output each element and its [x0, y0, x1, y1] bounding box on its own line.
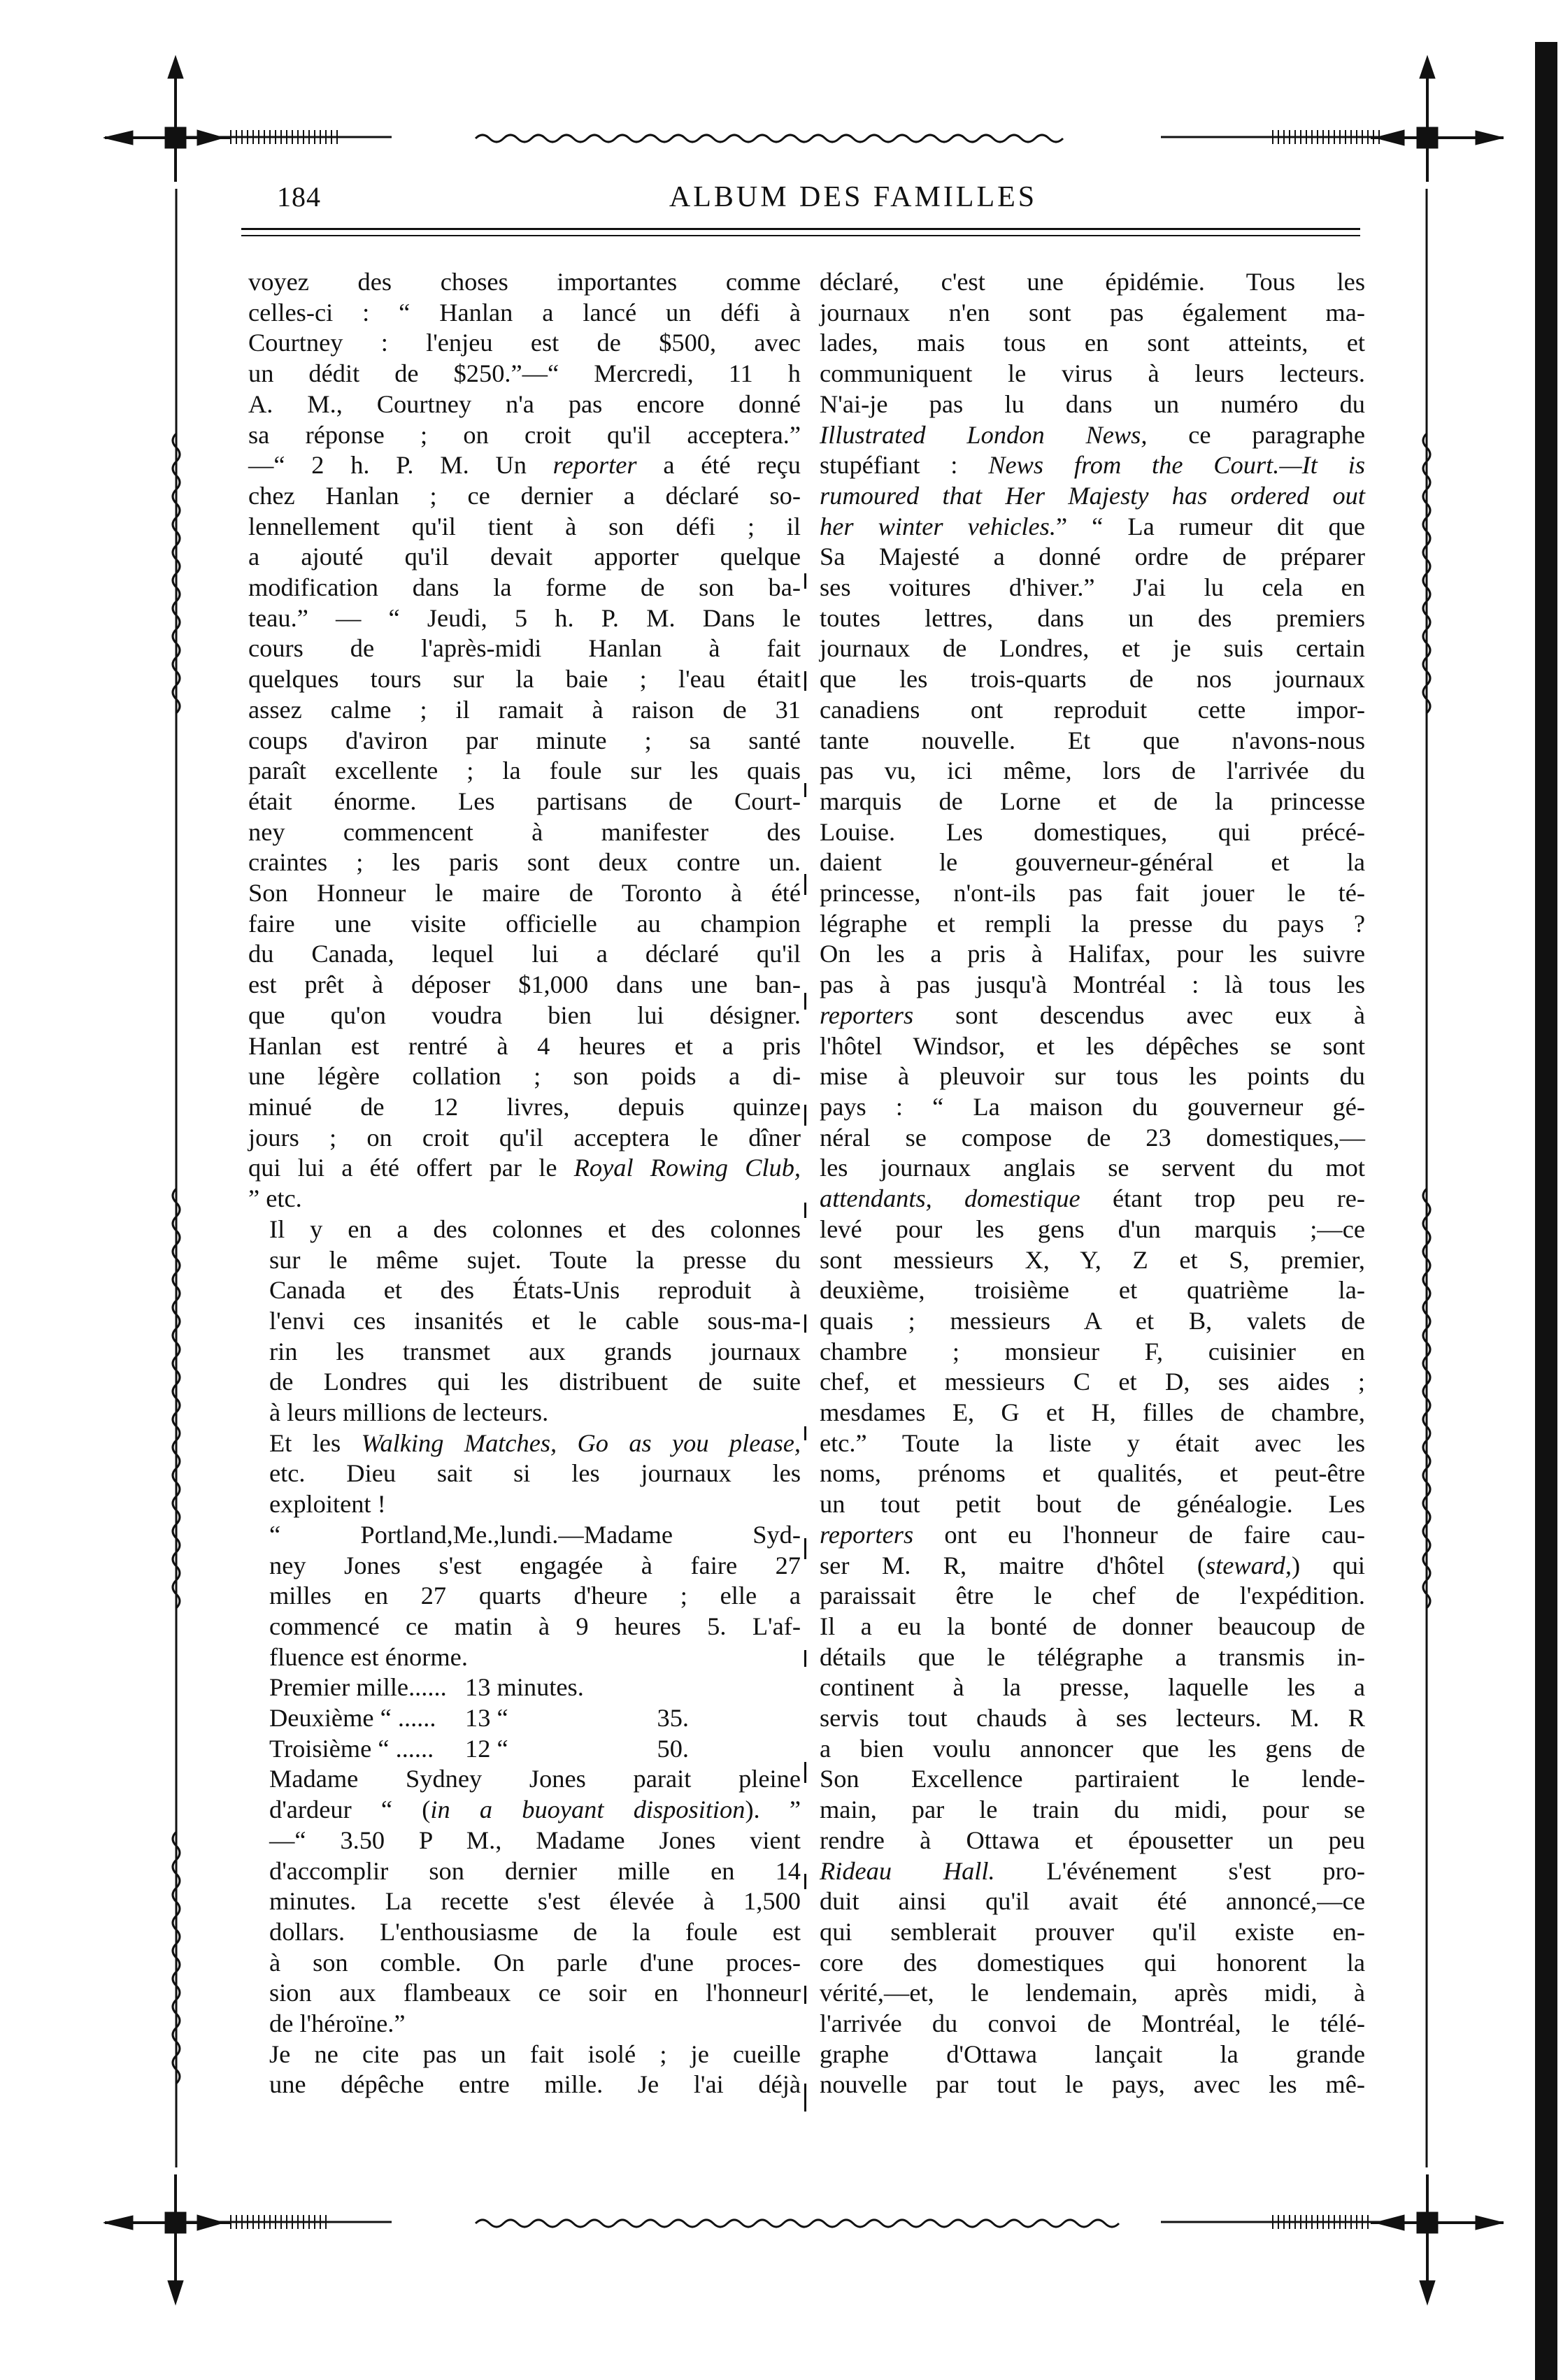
header-rule-thin [241, 235, 1360, 236]
table-row: Deuxième “ ...... 13 “ 35. [269, 1704, 689, 1733]
miles-table [269, 1672, 689, 1764]
paragraph: Madame Sydney Jones parait pleine d'ardeur “ (in a buoyant disposition). ” —“ 3.50 P M., Madame Jones vient d'accomplir son dernier mille en 14 minutes. La recette s'est élevée à 1,500 dollars. L'enthousiasme de la foule est à son comble. On parle d'une proces- sion aux flambeaux ce soir en l'honneur de l'héroïne.” [269, 1765, 801, 2038]
bottom-right-ornament [1371, 2174, 1504, 2304]
italic-word: attendants, domestique [820, 1184, 1080, 1213]
italic-quote: News from the Court.—It is [988, 451, 1365, 480]
bottom-left-ornament [104, 2174, 231, 2304]
italic-quote: her winter vehicles. [820, 512, 1056, 540]
italic-word: reporters [820, 1520, 914, 1549]
paragraph: Et les Walking Matches, Go as you please, etc. Dieu sait si les journaux les exploitent ! [269, 1428, 801, 1519]
italic-phrase: Walking Matches, Go as you please, [361, 1428, 801, 1457]
paragraph: Je ne cite pas un fait isolé ; je cueille une dépêche entre mille. Je l'ai déjà [269, 2040, 801, 2099]
table-row: Premier mille...... 13 minutes. [269, 1673, 584, 1702]
italic-newspaper-title: Illustrated London News, [820, 420, 1148, 449]
italic-word: reporters [820, 1001, 914, 1029]
italic-word: reporter [552, 451, 637, 480]
top-right-ornament [1371, 56, 1504, 182]
left-column [248, 267, 801, 2100]
paragraph: Il y en a des colonnes et des colonnes sur le même sujet. Toute la presse du Canada et des États-Unis reproduit à l'envi ces insanités et le cable sous-ma- rin les transmet aux grands journaux de Londres qui les distribuent de suite à leurs millions de lecteurs. [269, 1214, 801, 1427]
italic-club-name: Royal Rowing Club, [573, 1154, 801, 1182]
right-column [820, 267, 1365, 2100]
paragraph: “ Portland,Me.,lundi.—Madame Syd- ney Jones s'est engagée à faire 27 milles en 27 quarts d'heure ; elle a commencé ce matin à 9 heures 5. L'af- fluence est énorme. [269, 1520, 801, 1671]
table-row: Troisième “ ...... 12 “ 50. [269, 1734, 689, 1763]
paragraph: voyez des choses importantes comme celles-ci : “ Hanlan a lancé un défi à Courtney : l'enjeu est de $500, avec un dédit de $250.”—“ Mercredi, 11 h A. M., Courtney n'a pas encore donné sa réponse ; on croit qu'il acceptera.” —“ 2 h. P. M. Un reporter a été reçu chez Hanlan ; ce dernier a déclaré so- lennellement qu'il tient à son défi ; il a ajouté qu'il devait apporter quelque modification dans la forme de son ba- teau.” — “ Jeudi, 5 h. P. M. Dans le cours de l'après-midi Hanlan à fait quelques tours sur la baie ; l'eau était assez calme ; il ramait à raison de 31 coups d'aviron par minute ; sa santé paraît excellente ; la foule sur les quais était énorme. Les partisans de Court- ney commencent à manifester des craintes ; les paris sont deux contre un. Son Honneur le maire de Toronto à été faire une visite officielle au champion du Canada, lequel lui a déclaré qu'il est prêt à déposer $1,000 dans une ban- que qu'on voudra bien lui désigner. Hanlan est rentré à 4 heures et a pris une légère collation ; son poids a di- minué de 12 livres, depuis quinze jours ; on croit qu'il acceptera le dîner qui lui a été offert par le Royal Rowing Club, ” etc. [248, 268, 801, 1213]
page-number: 184 [277, 181, 321, 213]
italic-phrase: in a buoyant disposition [430, 1795, 745, 1824]
italic-quote: rumoured that Her Majesty has ordered out [820, 481, 1365, 510]
header-rule [241, 228, 1360, 230]
running-title: ALBUM DES FAMILLES [669, 181, 1038, 213]
italic-place-name: Rideau Hall. [820, 1856, 995, 1885]
paragraph: déclaré, c'est une épidémie. Tous les journaux n'en sont pas également ma- lades, mais tous en sont atteints, et communiquent le virus à leurs lecteurs. N'ai-je pas lu dans un numéro du Illustrated London News, ce paragraphe stupéfiant : News from the Court.—It is rumoured that Her Majesty has ordered out her winter vehicles.” “ La rumeur dit que Sa Majesté a donné ordre de préparer ses voitures d'hiver.” J'ai lu cela en toutes lettres, dans un des premiers journaux de Londres, et je suis certain que les trois-quarts de nos journaux canadiens ont reproduit cette impor- tante nouvelle. Et que n'avons-nous pas vu, ici même, lors de l'arrivée du marquis de Lorne et de la princesse Louise. Les domestiques, qui précé- daient le gouverneur-général et la princesse, n'ont-ils pas fait jouer le té- légraphe et rempli la presse du pays ? On les a pris à Halifax, pour les suivre pas à pas jusqu'à Montréal : là tous les reporters sont descendus avec eux à l'hôtel Windsor, et les dépêches se sont mise à pleuvoir sur tous les points du pays : “ La maison du gouverneur gé- néral se compose de 23 domestiques,— les journaux anglais se servent du mot attendants, domestique étant trop peu re- levé pour les gens d'un marquis ;—ce sont messieurs X, Y, Z et S, premier, deuxième, troisième et quatrième la- quais ; messieurs A et B, valets de chambre ; monsieur F, cuisinier en chef, et messieurs C et D, ses aides ; mesdames E, G et H, filles de chambre, etc.” Toute la liste y était avec les noms, prénoms et qualités, et peut-être un tout petit bout de généalogie. Les reporters ont eu l'honneur de faire cau- ser M. R, maitre d'hôtel (steward,) qui paraissait être le chef de l'expédition. Il a eu la bonté de donner beaucoup de détails que le télégraphe a transmis in- continent à la presse, laquelle les a servis tout chauds à ses lecteurs. M. R a bien voulu annoncer que les gens de Son Excellence partiraient le lende- main, par le train du midi, pour se rendre à Ottawa et épousetter un peu Rideau Hall. L'événement s'est pro- duit ainsi qu'il avait été annoncé,—ce qui semblerait prouver qu'il existe en- core des domestiques qui honorent la vérité,—et, le lendemain, après midi, à l'arrivée du convoi de Montréal, le télé- graphe d'Ottawa lançait la grande nouvelle par tout le pays, avec les mê- [820, 268, 1366, 2099]
scan-edge-shadow [1535, 42, 1557, 2380]
italic-word: steward, [1205, 1551, 1292, 1579]
column-gutter-marks [804, 573, 808, 2181]
top-left-ornament [104, 56, 231, 182]
